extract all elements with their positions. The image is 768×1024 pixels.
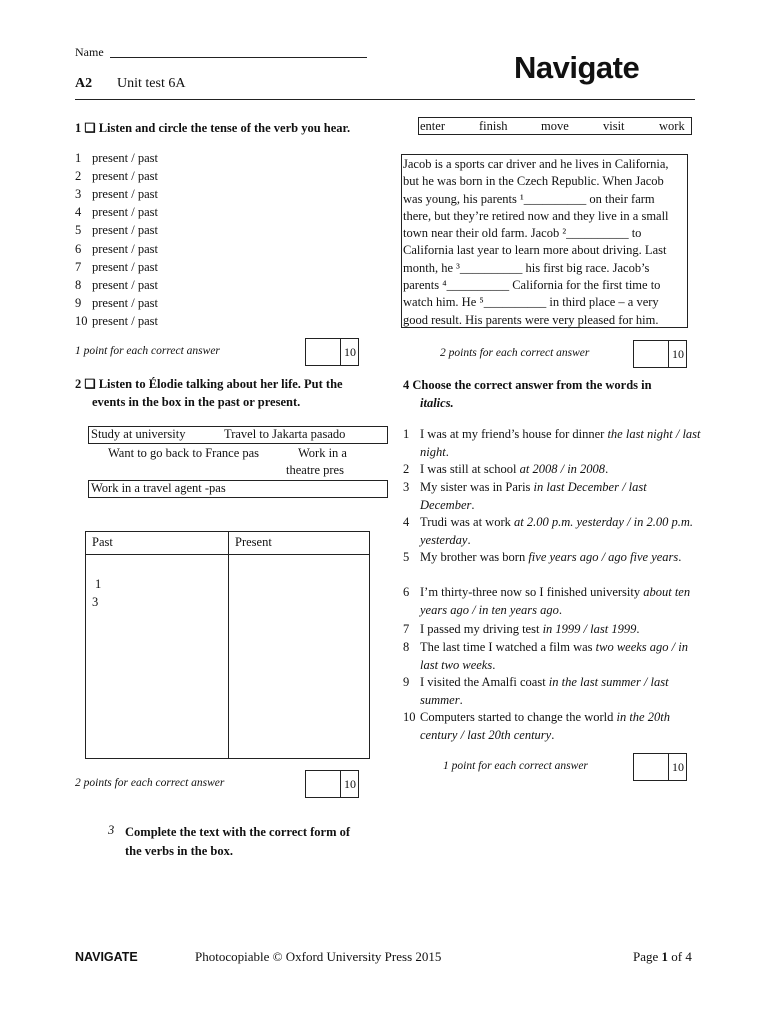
q3-verb-enter: enter [420, 119, 445, 133]
q4-points-note: 1 point for each correct answer [443, 760, 588, 772]
name-line[interactable] [110, 57, 367, 58]
q3-title-line1: Complete the text with the correct form of [125, 825, 351, 839]
q4-item[interactable] [403, 709, 703, 744]
q2-score-entry[interactable] [306, 771, 341, 797]
q2-past-column[interactable] [86, 555, 229, 759]
q3-verb-work: work [659, 119, 685, 133]
q3-score-entry[interactable] [634, 341, 669, 367]
level-label: A2 [75, 76, 93, 91]
navigate-logo: Navigate [514, 50, 640, 85]
q4-item[interactable] [403, 479, 703, 514]
q2-past-entry-2: 3 [92, 595, 99, 609]
q2-past-present-table [85, 531, 370, 759]
q4-item-number: 9 [403, 675, 410, 689]
q4-item-text: The last time I watched a film was [420, 640, 596, 654]
q4-item-choices[interactable]: five years ago / ago five years [528, 550, 679, 564]
name-label: Name [75, 45, 104, 59]
q3-number: 3 [108, 823, 115, 837]
q2-event-france: Want to go back to France pas [108, 446, 260, 460]
q2-points-note: 2 points for each correct answer [75, 777, 225, 789]
q4-item-end: . [467, 532, 471, 547]
q4-item-number: 4 [403, 515, 410, 529]
q4-item-choices[interactable]: at 2.00 p.m. yesterday / in 2.00 p.m. yesterday [420, 515, 694, 547]
q4-item-choices[interactable]: two weeks ago / in last two weeks [420, 640, 688, 672]
q3-text-line: town near their old farm. Jacob ²__________ to [403, 226, 642, 241]
q4-item-text: Computers started to change the world [420, 710, 617, 724]
q4-title-line1: 4 Choose the correct answer from the words in [403, 378, 652, 392]
q3-text-line: watch him. He ⁵__________ in third place – a very [403, 295, 659, 310]
q4-item-choices[interactable]: in last December / last December [420, 480, 647, 512]
q4-item-text: I passed my driving test [420, 622, 543, 636]
q1-item-number: 1 [75, 151, 82, 165]
q3-score-box[interactable] [633, 340, 687, 368]
q4-item-end: . [605, 462, 609, 476]
q1-item-options[interactable]: present / past [92, 187, 158, 202]
q3-text-line: California last year to learn more about driving. Last [403, 243, 667, 258]
q4-item[interactable] [403, 549, 703, 567]
q4-item-number: 6 [403, 585, 410, 599]
q1-item-number: 7 [75, 259, 82, 274]
q4-item-sentence [420, 709, 703, 744]
q1-item-options[interactable]: present / past [92, 205, 158, 220]
footer-page-number [633, 949, 692, 965]
q2-table-head-present: Present [229, 532, 370, 555]
q4-item-number: 5 [403, 550, 410, 564]
q1-item[interactable] [75, 169, 158, 184]
q4-item-sentence [420, 426, 703, 461]
q2-score-total: 10 [344, 777, 356, 791]
q2-present-column[interactable] [229, 555, 370, 759]
q1-score-box[interactable] [305, 338, 359, 366]
q2-title-line1: 2 ❑ Listen to Élodie talking about her life. Put the [75, 377, 343, 391]
q2-event-theatre-1: Work in a [298, 446, 347, 460]
q1-item-number: 8 [75, 277, 82, 292]
q4-item-sentence [420, 621, 703, 639]
q4-item[interactable] [403, 514, 703, 549]
q4-title [403, 376, 652, 412]
unit-title: Unit test 6A [117, 76, 186, 91]
q4-item-sentence [420, 514, 703, 549]
q4-item[interactable] [403, 584, 703, 619]
q1-item-number: 10 [75, 313, 88, 328]
footer-page-suffix: of 4 [668, 949, 692, 964]
q2-events-box-top [88, 426, 388, 444]
q1-score-entry[interactable] [306, 339, 341, 365]
q1-item-options[interactable]: present / past [92, 277, 158, 292]
q4-item[interactable] [403, 461, 703, 479]
q4-item-choices[interactable]: at 2008 / in 2008 [519, 462, 606, 476]
q1-item-options[interactable]: present / past [92, 223, 158, 238]
q3-verb-box [418, 117, 692, 135]
q1-item[interactable] [75, 205, 158, 220]
q4-item-choices[interactable]: in the last summer / last summer [420, 675, 669, 707]
q1-item-number: 9 [75, 295, 82, 310]
footer-page-prefix: Page [633, 949, 662, 964]
q4-item-sentence [420, 674, 703, 709]
q4-score-entry[interactable] [634, 754, 669, 780]
q3-title [125, 823, 350, 861]
q2-title [75, 375, 375, 411]
q1-item[interactable] [75, 278, 158, 293]
q2-table-head-past: Past [86, 532, 229, 555]
q4-item-end: . [459, 692, 463, 707]
q4-item-sentence [420, 479, 703, 514]
q3-verb-move: move [541, 119, 569, 133]
q3-text-line: parents ⁴__________ California for the first time to [403, 278, 661, 293]
q4-item-text: I was still at school [420, 462, 520, 476]
footer-page-current: 1 [661, 949, 669, 964]
q4-item-sentence [420, 639, 703, 674]
q2-event-theatre-2: theatre pres [286, 463, 344, 477]
q3-title-line2: the verbs in the box. [125, 844, 233, 858]
q3-text-box [401, 154, 688, 328]
q4-item-sentence [420, 549, 703, 567]
q1-item-options[interactable]: present / past [92, 241, 158, 256]
q1-item-number: 4 [75, 205, 82, 220]
q4-item-number: 8 [403, 640, 410, 654]
q1-item-number: 5 [75, 223, 82, 238]
q1-title: 1 ❑ Listen and circle the tense of the verb you hear. [75, 121, 351, 135]
q4-item-end: . [445, 444, 449, 459]
q4-item-number: 7 [403, 622, 410, 636]
q1-item-number: 6 [75, 241, 82, 256]
q2-title-line2: events in the box in the past or present. [92, 395, 301, 409]
q4-item-end: . [471, 497, 475, 512]
q4-score-total: 10 [672, 760, 684, 774]
q4-item[interactable] [403, 674, 703, 709]
q4-item-sentence [420, 584, 703, 619]
q1-points-note: 1 point for each correct answer [75, 345, 220, 357]
q4-item-end: . [636, 622, 640, 636]
q1-item[interactable] [75, 223, 158, 238]
q4-item-end: . [492, 657, 496, 672]
q1-item[interactable] [75, 187, 158, 202]
q4-item-text: My sister was in Paris [420, 480, 534, 494]
q4-item-text: I was at my friend’s house for dinner [420, 427, 608, 441]
q4-item-choices[interactable]: about ten years ago / in ten years ago [420, 585, 691, 617]
q3-text-line: there, but they’re retired now and they live in a small [403, 208, 669, 223]
q4-item[interactable] [403, 621, 703, 639]
q1-item[interactable] [75, 296, 158, 311]
q3-verb-finish: finish [479, 119, 508, 133]
q4-item-text: I visited the Amalfi coast [420, 675, 549, 689]
q3-score-total: 10 [672, 347, 684, 361]
footer-copyright: Photocopiable © Oxford University Press 2015 [195, 949, 442, 964]
q4-item-end: . [551, 727, 555, 742]
q1-item[interactable] [75, 314, 158, 329]
q4-item-choices[interactable]: in 1999 / last 1999 [542, 622, 637, 636]
q4-item-sentence [420, 461, 703, 479]
q4-item-text: Trudi was at work [420, 515, 514, 529]
q4-item-number: 1 [403, 427, 410, 441]
q2-event-travel: Travel to Jakarta pasado [224, 427, 346, 441]
q4-title-line2: italics. [420, 396, 454, 410]
q2-score-box[interactable] [305, 770, 359, 798]
q4-item-number: 3 [403, 480, 410, 494]
q1-item-options[interactable]: present / past [92, 259, 158, 274]
q2-event-study: Study at university [91, 427, 186, 441]
q3-text-line: Jacob is a sports car driver and he lives in California, [403, 157, 669, 171]
q4-item-end: . [678, 550, 682, 564]
q1-item-options[interactable]: present / past [92, 169, 158, 184]
q4-item[interactable] [403, 426, 703, 461]
q1-item[interactable] [75, 260, 158, 275]
q4-item-choices[interactable]: in the 20th century / last 20th century [420, 710, 670, 742]
q1-item-options[interactable]: present / past [92, 295, 158, 310]
q1-item-options[interactable]: present / past [92, 151, 158, 165]
q4-item-text: I’m thirty-three now so I finished university [420, 585, 644, 599]
q4-item-number: 2 [403, 462, 410, 476]
q4-score-box[interactable] [633, 753, 687, 781]
q3-text-line: month, he ³__________ his first big race. Jacob’s [403, 260, 650, 275]
q2-event-travel-agent: Work in a travel agent -pas [91, 481, 226, 495]
q3-text-line: was young, his parents ¹__________ on their farm [403, 191, 655, 206]
q4-item-end: . [558, 602, 562, 617]
q4-item-number: 10 [403, 710, 416, 724]
q4-item-choices[interactable]: the last night / last night [420, 427, 701, 459]
q1-item-number: 3 [75, 187, 82, 202]
q4-item-text: My brother was born [420, 550, 529, 564]
q1-item[interactable] [75, 151, 158, 166]
header-divider [75, 99, 695, 100]
footer-brand: NAVIGATE [75, 950, 138, 964]
q2-past-entry-1: 1 [95, 577, 102, 591]
q3-points-note: 2 points for each correct answer [440, 347, 590, 359]
q1-item-options[interactable]: present / past [92, 313, 158, 328]
q4-item[interactable] [403, 639, 703, 674]
q1-item[interactable] [75, 242, 158, 257]
q1-score-total: 10 [344, 345, 356, 359]
q3-text-line: but he was born in the Czech Republic. When Jacob [403, 174, 664, 189]
q1-item-number: 2 [75, 169, 82, 184]
q3-verb-visit: visit [603, 119, 625, 133]
q3-text-line: good result. His parents were very pleased for him. [403, 312, 659, 327]
q2-events-box-bottom [88, 480, 388, 498]
